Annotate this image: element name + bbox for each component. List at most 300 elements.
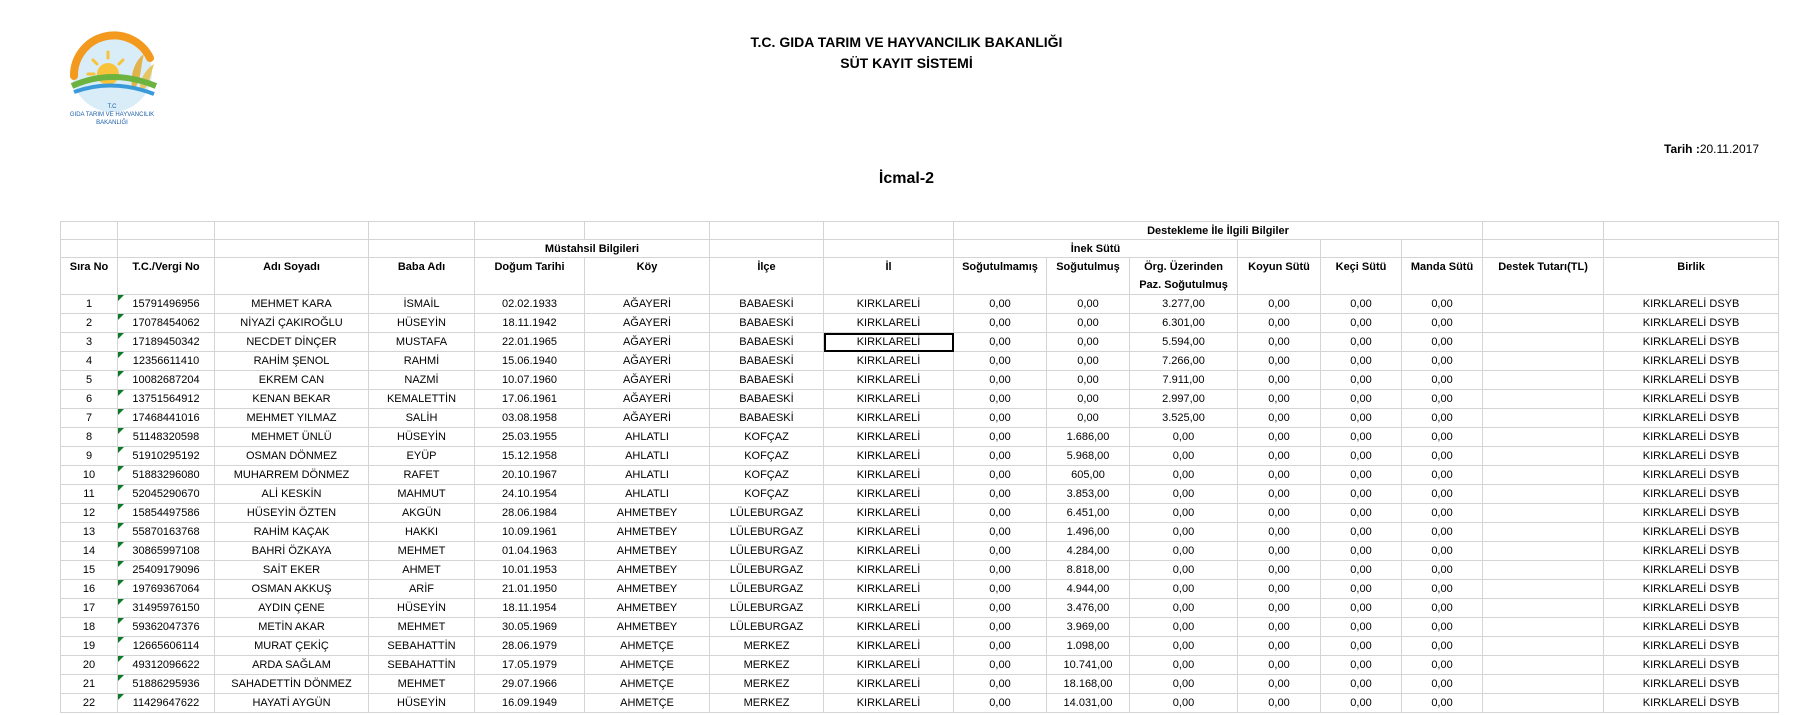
cell-goat-milk[interactable]: 0,00 bbox=[1321, 352, 1402, 371]
cell-union[interactable]: KIRKLARELİ DSYB bbox=[1604, 561, 1779, 580]
cell-org-cooled[interactable]: 0,00 bbox=[1130, 580, 1238, 599]
cell-village[interactable]: AĞAYERİ bbox=[585, 409, 710, 428]
cell-buffalo-milk[interactable]: 0,00 bbox=[1402, 675, 1483, 694]
cell-uncooled[interactable]: 0,00 bbox=[954, 675, 1047, 694]
cell-province[interactable]: KIRKLARELİ bbox=[824, 295, 954, 314]
cell-district[interactable]: LÜLEBURGAZ bbox=[710, 599, 824, 618]
cell-org-cooled[interactable]: 2.997,00 bbox=[1130, 390, 1238, 409]
cell-province[interactable]: KIRKLARELİ bbox=[824, 542, 954, 561]
cell-father-name[interactable]: EYÜP bbox=[369, 447, 475, 466]
cell-org-cooled[interactable]: 5.594,00 bbox=[1130, 333, 1238, 352]
cell-org-cooled[interactable]: 7.266,00 bbox=[1130, 352, 1238, 371]
cell-union[interactable]: KIRKLARELİ DSYB bbox=[1604, 656, 1779, 675]
cell-row-no[interactable]: 16 bbox=[61, 580, 118, 599]
cell-support-amount[interactable] bbox=[1483, 333, 1604, 352]
cell-uncooled[interactable]: 0,00 bbox=[954, 447, 1047, 466]
cell-province[interactable]: KIRKLARELİ bbox=[824, 466, 954, 485]
cell-union[interactable]: KIRKLARELİ DSYB bbox=[1604, 675, 1779, 694]
cell-support-amount[interactable] bbox=[1483, 599, 1604, 618]
cell-support-amount[interactable] bbox=[1483, 637, 1604, 656]
cell-row-no[interactable]: 9 bbox=[61, 447, 118, 466]
cell-province[interactable]: KIRKLARELİ bbox=[824, 428, 954, 447]
cell-row-no[interactable]: 8 bbox=[61, 428, 118, 447]
cell-district[interactable]: LÜLEBURGAZ bbox=[710, 618, 824, 637]
cell-goat-milk[interactable]: 0,00 bbox=[1321, 523, 1402, 542]
cell-province[interactable]: KIRKLARELİ bbox=[824, 390, 954, 409]
cell-father-name[interactable]: HÜSEYİN bbox=[369, 599, 475, 618]
cell-full-name[interactable]: ALİ KESKİN bbox=[215, 485, 369, 504]
cell-support-amount[interactable] bbox=[1483, 542, 1604, 561]
cell-village[interactable]: AHMETÇE bbox=[585, 675, 710, 694]
cell-uncooled[interactable]: 0,00 bbox=[954, 333, 1047, 352]
cell-full-name[interactable]: OSMAN AKKUŞ bbox=[215, 580, 369, 599]
cell-union[interactable]: KIRKLARELİ DSYB bbox=[1604, 409, 1779, 428]
cell-father-name[interactable]: MEHMET bbox=[369, 675, 475, 694]
cell-support-amount[interactable] bbox=[1483, 656, 1604, 675]
cell-goat-milk[interactable]: 0,00 bbox=[1321, 371, 1402, 390]
cell-support-amount[interactable] bbox=[1483, 580, 1604, 599]
cell-union[interactable]: KIRKLARELİ DSYB bbox=[1604, 637, 1779, 656]
cell-buffalo-milk[interactable]: 0,00 bbox=[1402, 352, 1483, 371]
cell-birth-date[interactable]: 22.01.1965 bbox=[475, 333, 585, 352]
cell-goat-milk[interactable]: 0,00 bbox=[1321, 466, 1402, 485]
column-header-cooled[interactable]: Soğutulmuş bbox=[1047, 258, 1130, 295]
cell-village[interactable]: AHMETBEY bbox=[585, 561, 710, 580]
cell-cooled[interactable]: 18.168,00 bbox=[1047, 675, 1130, 694]
cell-goat-milk[interactable]: 0,00 bbox=[1321, 561, 1402, 580]
cell-village[interactable]: AHMETBEY bbox=[585, 580, 710, 599]
column-header-village[interactable]: Köy bbox=[585, 258, 710, 295]
cell-row-no[interactable]: 21 bbox=[61, 675, 118, 694]
cell-union[interactable]: KIRKLARELİ DSYB bbox=[1604, 542, 1779, 561]
column-header-province[interactable]: İl bbox=[824, 258, 954, 295]
cell-union[interactable]: KIRKLARELİ DSYB bbox=[1604, 333, 1779, 352]
cell-buffalo-milk[interactable]: 0,00 bbox=[1402, 637, 1483, 656]
cell-province[interactable]: KIRKLARELİ bbox=[824, 314, 954, 333]
cell-village[interactable]: AHMETBEY bbox=[585, 618, 710, 637]
cell-org-cooled[interactable]: 0,00 bbox=[1130, 618, 1238, 637]
column-header-org-cooled[interactable]: Örg. Üzerinden Paz. Soğutulmuş bbox=[1130, 258, 1238, 295]
cell-cooled[interactable]: 4.944,00 bbox=[1047, 580, 1130, 599]
cell-cooled[interactable]: 0,00 bbox=[1047, 314, 1130, 333]
cell-row-no[interactable]: 22 bbox=[61, 694, 118, 713]
cell-village[interactable]: AHMETBEY bbox=[585, 523, 710, 542]
cell-sheep-milk[interactable]: 0,00 bbox=[1238, 466, 1321, 485]
cell-goat-milk[interactable]: 0,00 bbox=[1321, 675, 1402, 694]
cell-buffalo-milk[interactable]: 0,00 bbox=[1402, 295, 1483, 314]
cell-birth-date[interactable]: 18.11.1942 bbox=[475, 314, 585, 333]
cell-cooled[interactable]: 3.853,00 bbox=[1047, 485, 1130, 504]
cell-row-no[interactable]: 4 bbox=[61, 352, 118, 371]
cell-sheep-milk[interactable]: 0,00 bbox=[1238, 561, 1321, 580]
cell-village[interactable]: AĞAYERİ bbox=[585, 371, 710, 390]
cell-full-name[interactable]: ARDA SAĞLAM bbox=[215, 656, 369, 675]
cell-row-no[interactable]: 14 bbox=[61, 542, 118, 561]
cell-cooled[interactable]: 1.686,00 bbox=[1047, 428, 1130, 447]
cell-district[interactable]: LÜLEBURGAZ bbox=[710, 523, 824, 542]
cell-father-name[interactable]: KEMALETTİN bbox=[369, 390, 475, 409]
cell-cooled[interactable]: 10.741,00 bbox=[1047, 656, 1130, 675]
cell-tax-id[interactable]: 52045290670 bbox=[118, 485, 215, 504]
cell-father-name[interactable]: MUSTAFA bbox=[369, 333, 475, 352]
cell-district[interactable]: LÜLEBURGAZ bbox=[710, 504, 824, 523]
cell-cooled[interactable]: 0,00 bbox=[1047, 333, 1130, 352]
cell-support-amount[interactable] bbox=[1483, 390, 1604, 409]
cell-sheep-milk[interactable]: 0,00 bbox=[1238, 656, 1321, 675]
cell-support-amount[interactable] bbox=[1483, 447, 1604, 466]
cell-uncooled[interactable]: 0,00 bbox=[954, 694, 1047, 713]
cell-birth-date[interactable]: 18.11.1954 bbox=[475, 599, 585, 618]
cell-union[interactable]: KIRKLARELİ DSYB bbox=[1604, 580, 1779, 599]
cell-union[interactable]: KIRKLARELİ DSYB bbox=[1604, 523, 1779, 542]
cell-tax-id[interactable]: 13751564912 bbox=[118, 390, 215, 409]
cell-sheep-milk[interactable]: 0,00 bbox=[1238, 523, 1321, 542]
cell-support-amount[interactable] bbox=[1483, 314, 1604, 333]
cell-father-name[interactable]: AHMET bbox=[369, 561, 475, 580]
cow-milk-group-header[interactable]: İnek Sütü bbox=[954, 240, 1238, 258]
cell-cooled[interactable]: 1.098,00 bbox=[1047, 637, 1130, 656]
cell-father-name[interactable]: NAZMİ bbox=[369, 371, 475, 390]
cell-village[interactable]: AĞAYERİ bbox=[585, 295, 710, 314]
cell-tax-id[interactable]: 15854497586 bbox=[118, 504, 215, 523]
cell-village[interactable]: AHLATLI bbox=[585, 485, 710, 504]
cell-tax-id[interactable]: 11429647622 bbox=[118, 694, 215, 713]
cell-buffalo-milk[interactable]: 0,00 bbox=[1402, 656, 1483, 675]
cell-province[interactable]: KIRKLARELİ bbox=[824, 694, 954, 713]
cell-birth-date[interactable]: 10.01.1953 bbox=[475, 561, 585, 580]
cell-father-name[interactable]: MAHMUT bbox=[369, 485, 475, 504]
cell-uncooled[interactable]: 0,00 bbox=[954, 637, 1047, 656]
cell-full-name[interactable]: HAYATİ AYGÜN bbox=[215, 694, 369, 713]
cell-father-name[interactable]: RAHMİ bbox=[369, 352, 475, 371]
cell-birth-date[interactable]: 17.06.1961 bbox=[475, 390, 585, 409]
cell-sheep-milk[interactable]: 0,00 bbox=[1238, 618, 1321, 637]
cell-cooled[interactable]: 4.284,00 bbox=[1047, 542, 1130, 561]
cell-province[interactable]: KIRKLARELİ bbox=[824, 675, 954, 694]
cell-full-name[interactable]: MEHMET ÜNLÜ bbox=[215, 428, 369, 447]
cell-support-amount[interactable] bbox=[1483, 694, 1604, 713]
selected-cell[interactable]: KIRKLARELİ bbox=[824, 333, 954, 352]
cell-org-cooled[interactable]: 0,00 bbox=[1130, 675, 1238, 694]
cell-buffalo-milk[interactable]: 0,00 bbox=[1402, 371, 1483, 390]
cell-village[interactable]: AHLATLI bbox=[585, 447, 710, 466]
cell-father-name[interactable]: HÜSEYİN bbox=[369, 314, 475, 333]
cell-uncooled[interactable]: 0,00 bbox=[954, 466, 1047, 485]
cell-birth-date[interactable]: 02.02.1933 bbox=[475, 295, 585, 314]
cell-uncooled[interactable]: 0,00 bbox=[954, 504, 1047, 523]
cell-full-name[interactable]: RAHİM ŞENOL bbox=[215, 352, 369, 371]
cell-birth-date[interactable]: 29.07.1966 bbox=[475, 675, 585, 694]
cell-goat-milk[interactable]: 0,00 bbox=[1321, 618, 1402, 637]
cell-support-amount[interactable] bbox=[1483, 466, 1604, 485]
cell-goat-milk[interactable]: 0,00 bbox=[1321, 580, 1402, 599]
cell-cooled[interactable]: 0,00 bbox=[1047, 390, 1130, 409]
cell-goat-milk[interactable]: 0,00 bbox=[1321, 599, 1402, 618]
cell-uncooled[interactable]: 0,00 bbox=[954, 561, 1047, 580]
cell-row-no[interactable]: 12 bbox=[61, 504, 118, 523]
cell-district[interactable]: BABAESKİ bbox=[710, 352, 824, 371]
cell-sheep-milk[interactable]: 0,00 bbox=[1238, 637, 1321, 656]
cell-row-no[interactable]: 13 bbox=[61, 523, 118, 542]
cell-row-no[interactable]: 17 bbox=[61, 599, 118, 618]
cell-full-name[interactable]: SAHADETTİN DÖNMEZ bbox=[215, 675, 369, 694]
column-header-father-name[interactable]: Baba Adı bbox=[369, 258, 475, 295]
cell-goat-milk[interactable]: 0,00 bbox=[1321, 390, 1402, 409]
cell-row-no[interactable]: 6 bbox=[61, 390, 118, 409]
cell-birth-date[interactable]: 01.04.1963 bbox=[475, 542, 585, 561]
cell-full-name[interactable]: SAİT EKER bbox=[215, 561, 369, 580]
cell-goat-milk[interactable]: 0,00 bbox=[1321, 542, 1402, 561]
cell-buffalo-milk[interactable]: 0,00 bbox=[1402, 523, 1483, 542]
cell-district[interactable]: KOFÇAZ bbox=[710, 466, 824, 485]
cell-org-cooled[interactable]: 0,00 bbox=[1130, 466, 1238, 485]
cell-village[interactable]: AĞAYERİ bbox=[585, 314, 710, 333]
cell-tax-id[interactable]: 51910295192 bbox=[118, 447, 215, 466]
cell-union[interactable]: KIRKLARELİ DSYB bbox=[1604, 466, 1779, 485]
cell-district[interactable]: LÜLEBURGAZ bbox=[710, 580, 824, 599]
cell-goat-milk[interactable]: 0,00 bbox=[1321, 656, 1402, 675]
cell-district[interactable]: LÜLEBURGAZ bbox=[710, 542, 824, 561]
cell-sheep-milk[interactable]: 0,00 bbox=[1238, 314, 1321, 333]
cell-father-name[interactable]: HAKKI bbox=[369, 523, 475, 542]
cell-tax-id[interactable]: 17189450342 bbox=[118, 333, 215, 352]
cell-cooled[interactable]: 3.476,00 bbox=[1047, 599, 1130, 618]
cell-village[interactable]: AHMETÇE bbox=[585, 694, 710, 713]
cell-birth-date[interactable]: 25.03.1955 bbox=[475, 428, 585, 447]
cell-goat-milk[interactable]: 0,00 bbox=[1321, 428, 1402, 447]
cell-union[interactable]: KIRKLARELİ DSYB bbox=[1604, 371, 1779, 390]
cell-village[interactable]: AHMETBEY bbox=[585, 542, 710, 561]
cell-sheep-milk[interactable]: 0,00 bbox=[1238, 599, 1321, 618]
cell-row-no[interactable]: 2 bbox=[61, 314, 118, 333]
cell-tax-id[interactable]: 10082687204 bbox=[118, 371, 215, 390]
cell-cooled[interactable]: 14.031,00 bbox=[1047, 694, 1130, 713]
cell-tax-id[interactable]: 15791496956 bbox=[118, 295, 215, 314]
cell-org-cooled[interactable]: 0,00 bbox=[1130, 542, 1238, 561]
cell-uncooled[interactable]: 0,00 bbox=[954, 314, 1047, 333]
cell-org-cooled[interactable]: 0,00 bbox=[1130, 637, 1238, 656]
cell-goat-milk[interactable]: 0,00 bbox=[1321, 485, 1402, 504]
cell-tax-id[interactable]: 31495976150 bbox=[118, 599, 215, 618]
cell-cooled[interactable]: 6.451,00 bbox=[1047, 504, 1130, 523]
cell-tax-id[interactable]: 12356611410 bbox=[118, 352, 215, 371]
cell-uncooled[interactable]: 0,00 bbox=[954, 409, 1047, 428]
cell-father-name[interactable]: HÜSEYİN bbox=[369, 694, 475, 713]
cell-row-no[interactable]: 19 bbox=[61, 637, 118, 656]
cell-province[interactable]: KIRKLARELİ bbox=[824, 618, 954, 637]
cell-buffalo-milk[interactable]: 0,00 bbox=[1402, 409, 1483, 428]
cell-uncooled[interactable]: 0,00 bbox=[954, 618, 1047, 637]
cell-village[interactable]: AĞAYERİ bbox=[585, 352, 710, 371]
cell-birth-date[interactable]: 15.12.1958 bbox=[475, 447, 585, 466]
cell-birth-date[interactable]: 16.09.1949 bbox=[475, 694, 585, 713]
cell-org-cooled[interactable]: 0,00 bbox=[1130, 656, 1238, 675]
cell-district[interactable]: MERKEZ bbox=[710, 656, 824, 675]
cell-village[interactable]: AHMETÇE bbox=[585, 637, 710, 656]
cell-org-cooled[interactable]: 0,00 bbox=[1130, 485, 1238, 504]
cell-village[interactable]: AHMETBEY bbox=[585, 599, 710, 618]
cell-row-no[interactable]: 11 bbox=[61, 485, 118, 504]
cell-cooled[interactable]: 8.818,00 bbox=[1047, 561, 1130, 580]
cell-sheep-milk[interactable]: 0,00 bbox=[1238, 504, 1321, 523]
cell-province[interactable]: KIRKLARELİ bbox=[824, 523, 954, 542]
cell-cooled[interactable]: 0,00 bbox=[1047, 409, 1130, 428]
cell-birth-date[interactable]: 30.05.1969 bbox=[475, 618, 585, 637]
cell-support-amount[interactable] bbox=[1483, 504, 1604, 523]
cell-goat-milk[interactable]: 0,00 bbox=[1321, 295, 1402, 314]
column-header-tax-id[interactable]: T.C./Vergi No bbox=[118, 258, 215, 295]
column-header-goat-milk[interactable]: Keçi Sütü bbox=[1321, 258, 1402, 295]
cell-tax-id[interactable]: 55870163768 bbox=[118, 523, 215, 542]
cell-sheep-milk[interactable]: 0,00 bbox=[1238, 675, 1321, 694]
cell-father-name[interactable]: AKGÜN bbox=[369, 504, 475, 523]
cell-village[interactable]: AĞAYERİ bbox=[585, 333, 710, 352]
cell-province[interactable]: KIRKLARELİ bbox=[824, 599, 954, 618]
cell-support-amount[interactable] bbox=[1483, 675, 1604, 694]
cell-buffalo-milk[interactable]: 0,00 bbox=[1402, 618, 1483, 637]
cell-full-name[interactable]: KENAN BEKAR bbox=[215, 390, 369, 409]
cell-row-no[interactable]: 10 bbox=[61, 466, 118, 485]
producer-group-header[interactable]: Müstahsil Bilgileri bbox=[475, 240, 710, 258]
cell-union[interactable]: KIRKLARELİ DSYB bbox=[1604, 599, 1779, 618]
cell-full-name[interactable]: MURAT ÇEKİÇ bbox=[215, 637, 369, 656]
cell-birth-date[interactable]: 28.06.1979 bbox=[475, 637, 585, 656]
cell-sheep-milk[interactable]: 0,00 bbox=[1238, 485, 1321, 504]
cell-district[interactable]: BABAESKİ bbox=[710, 314, 824, 333]
cell-father-name[interactable]: İSMAİL bbox=[369, 295, 475, 314]
cell-birth-date[interactable]: 10.09.1961 bbox=[475, 523, 585, 542]
cell-goat-milk[interactable]: 0,00 bbox=[1321, 409, 1402, 428]
cell-tax-id[interactable]: 30865997108 bbox=[118, 542, 215, 561]
cell-province[interactable]: KIRKLARELİ bbox=[824, 485, 954, 504]
cell-sheep-milk[interactable]: 0,00 bbox=[1238, 390, 1321, 409]
cell-buffalo-milk[interactable]: 0,00 bbox=[1402, 504, 1483, 523]
cell-district[interactable]: KOFÇAZ bbox=[710, 447, 824, 466]
cell-province[interactable]: KIRKLARELİ bbox=[824, 352, 954, 371]
cell-support-amount[interactable] bbox=[1483, 618, 1604, 637]
cell-full-name[interactable]: MEHMET YILMAZ bbox=[215, 409, 369, 428]
cell-tax-id[interactable]: 17078454062 bbox=[118, 314, 215, 333]
cell-buffalo-milk[interactable]: 0,00 bbox=[1402, 466, 1483, 485]
column-header-buffalo-milk[interactable]: Manda Sütü bbox=[1402, 258, 1483, 295]
cell-row-no[interactable]: 5 bbox=[61, 371, 118, 390]
column-header-district[interactable]: İlçe bbox=[710, 258, 824, 295]
column-header-row-no[interactable]: Sıra No bbox=[61, 258, 118, 295]
cell-goat-milk[interactable]: 0,00 bbox=[1321, 694, 1402, 713]
cell-union[interactable]: KIRKLARELİ DSYB bbox=[1604, 504, 1779, 523]
cell-village[interactable]: AHMETBEY bbox=[585, 504, 710, 523]
cell-org-cooled[interactable]: 0,00 bbox=[1130, 694, 1238, 713]
cell-full-name[interactable]: MUHARREM DÖNMEZ bbox=[215, 466, 369, 485]
cell-full-name[interactable]: OSMAN DÖNMEZ bbox=[215, 447, 369, 466]
cell-cooled[interactable]: 605,00 bbox=[1047, 466, 1130, 485]
cell-union[interactable]: KIRKLARELİ DSYB bbox=[1604, 352, 1779, 371]
cell-union[interactable]: KIRKLARELİ DSYB bbox=[1604, 447, 1779, 466]
cell-province[interactable]: KIRKLARELİ bbox=[824, 561, 954, 580]
cell-district[interactable]: KOFÇAZ bbox=[710, 485, 824, 504]
cell-cooled[interactable]: 1.496,00 bbox=[1047, 523, 1130, 542]
cell-support-amount[interactable] bbox=[1483, 352, 1604, 371]
cell-father-name[interactable]: HÜSEYİN bbox=[369, 428, 475, 447]
cell-goat-milk[interactable]: 0,00 bbox=[1321, 333, 1402, 352]
cell-full-name[interactable]: HÜSEYİN ÖZTEN bbox=[215, 504, 369, 523]
cell-full-name[interactable]: METİN AKAR bbox=[215, 618, 369, 637]
cell-union[interactable]: KIRKLARELİ DSYB bbox=[1604, 314, 1779, 333]
cell-buffalo-milk[interactable]: 0,00 bbox=[1402, 390, 1483, 409]
cell-support-amount[interactable] bbox=[1483, 371, 1604, 390]
cell-row-no[interactable]: 18 bbox=[61, 618, 118, 637]
column-header-sheep-milk[interactable]: Koyun Sütü bbox=[1238, 258, 1321, 295]
cell-row-no[interactable]: 15 bbox=[61, 561, 118, 580]
cell-uncooled[interactable]: 0,00 bbox=[954, 599, 1047, 618]
cell-tax-id[interactable]: 51883296080 bbox=[118, 466, 215, 485]
cell-district[interactable]: KOFÇAZ bbox=[710, 428, 824, 447]
cell-birth-date[interactable]: 15.06.1940 bbox=[475, 352, 585, 371]
column-header-birth-date[interactable]: Doğum Tarihi bbox=[475, 258, 585, 295]
cell-village[interactable]: AĞAYERİ bbox=[585, 390, 710, 409]
cell-tax-id[interactable]: 17468441016 bbox=[118, 409, 215, 428]
cell-tax-id[interactable]: 49312096622 bbox=[118, 656, 215, 675]
cell-district[interactable]: BABAESKİ bbox=[710, 333, 824, 352]
cell-union[interactable]: KIRKLARELİ DSYB bbox=[1604, 485, 1779, 504]
cell-father-name[interactable]: MEHMET bbox=[369, 618, 475, 637]
cell-support-amount[interactable] bbox=[1483, 561, 1604, 580]
cell-buffalo-milk[interactable]: 0,00 bbox=[1402, 561, 1483, 580]
cell-sheep-milk[interactable]: 0,00 bbox=[1238, 371, 1321, 390]
cell-goat-milk[interactable]: 0,00 bbox=[1321, 314, 1402, 333]
column-header-uncooled[interactable]: Soğutulmamış bbox=[954, 258, 1047, 295]
cell-uncooled[interactable]: 0,00 bbox=[954, 371, 1047, 390]
cell-full-name[interactable]: NECDET DİNÇER bbox=[215, 333, 369, 352]
cell-support-amount[interactable] bbox=[1483, 485, 1604, 504]
cell-village[interactable]: AHMETÇE bbox=[585, 656, 710, 675]
cell-uncooled[interactable]: 0,00 bbox=[954, 656, 1047, 675]
cell-row-no[interactable]: 7 bbox=[61, 409, 118, 428]
cell-org-cooled[interactable]: 0,00 bbox=[1130, 599, 1238, 618]
cell-buffalo-milk[interactable]: 0,00 bbox=[1402, 314, 1483, 333]
cell-org-cooled[interactable]: 7.911,00 bbox=[1130, 371, 1238, 390]
cell-father-name[interactable]: ARİF bbox=[369, 580, 475, 599]
cell-province[interactable]: KIRKLARELİ bbox=[824, 447, 954, 466]
cell-support-amount[interactable] bbox=[1483, 523, 1604, 542]
cell-row-no[interactable]: 20 bbox=[61, 656, 118, 675]
cell-province[interactable]: KIRKLARELİ bbox=[824, 656, 954, 675]
cell-uncooled[interactable]: 0,00 bbox=[954, 542, 1047, 561]
cell-union[interactable]: KIRKLARELİ DSYB bbox=[1604, 428, 1779, 447]
cell-cooled[interactable]: 0,00 bbox=[1047, 371, 1130, 390]
cell-cooled[interactable]: 0,00 bbox=[1047, 352, 1130, 371]
cell-org-cooled[interactable]: 0,00 bbox=[1130, 561, 1238, 580]
cell-province[interactable]: KIRKLARELİ bbox=[824, 409, 954, 428]
cell-support-amount[interactable] bbox=[1483, 295, 1604, 314]
cell-sheep-milk[interactable]: 0,00 bbox=[1238, 542, 1321, 561]
cell-uncooled[interactable]: 0,00 bbox=[954, 295, 1047, 314]
cell-cooled[interactable]: 0,00 bbox=[1047, 295, 1130, 314]
cell-tax-id[interactable]: 51148320598 bbox=[118, 428, 215, 447]
cell-tax-id[interactable]: 19769367064 bbox=[118, 580, 215, 599]
cell-birth-date[interactable]: 28.06.1984 bbox=[475, 504, 585, 523]
cell-buffalo-milk[interactable]: 0,00 bbox=[1402, 542, 1483, 561]
cell-sheep-milk[interactable]: 0,00 bbox=[1238, 295, 1321, 314]
cell-cooled[interactable]: 3.969,00 bbox=[1047, 618, 1130, 637]
cell-province[interactable]: KIRKLARELİ bbox=[824, 371, 954, 390]
cell-birth-date[interactable]: 17.05.1979 bbox=[475, 656, 585, 675]
cell-goat-milk[interactable]: 0,00 bbox=[1321, 637, 1402, 656]
cell-birth-date[interactable]: 20.10.1967 bbox=[475, 466, 585, 485]
cell-org-cooled[interactable]: 6.301,00 bbox=[1130, 314, 1238, 333]
column-header-union[interactable]: Birlik bbox=[1604, 258, 1779, 295]
cell-cooled[interactable]: 5.968,00 bbox=[1047, 447, 1130, 466]
